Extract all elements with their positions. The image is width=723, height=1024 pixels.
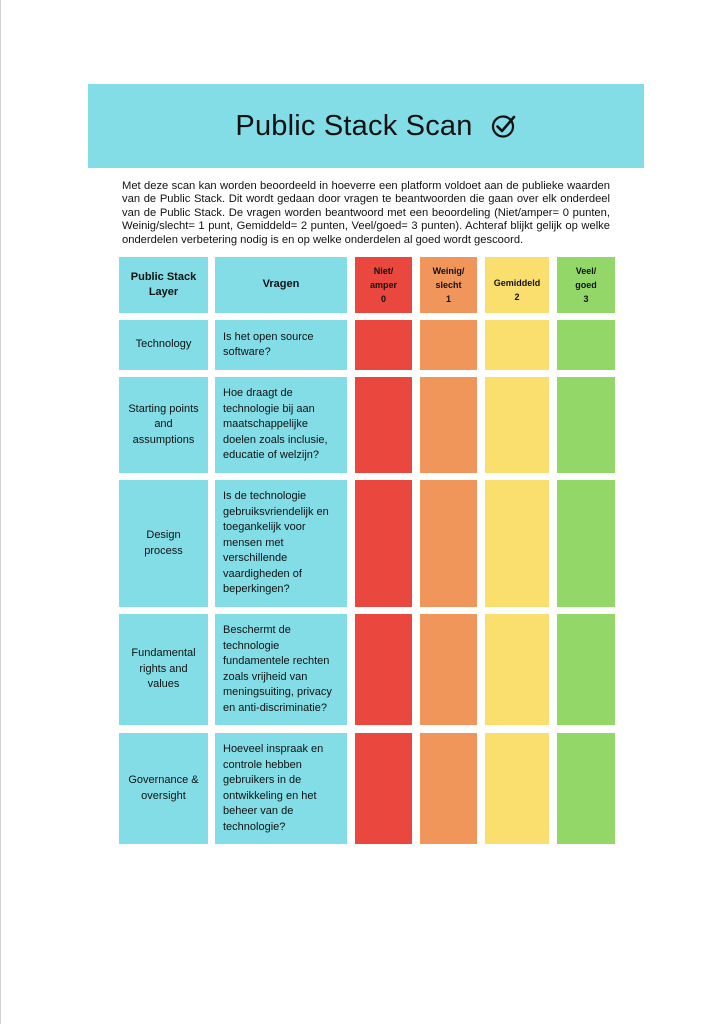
header-score-1 — [420, 257, 477, 313]
header-score-0 — [355, 257, 412, 313]
layer-cell-fundamental-rights: Fundamental rights and values — [119, 614, 208, 725]
header-score-3 — [557, 257, 615, 313]
question-cell: Hoe draagt de technologie bij aan maatschappelijke doelen zoals inclusie, educatie of welzijn? — [215, 377, 347, 473]
layer-cell-governance: Governance & oversight — [119, 733, 208, 844]
score-label-line1: Veel/ — [575, 266, 597, 276]
score-cell-2[interactable] — [485, 614, 549, 725]
score-points: 2 — [514, 292, 520, 302]
score-cell-0[interactable] — [355, 480, 412, 607]
score-cell-1[interactable] — [420, 377, 477, 473]
title-banner — [88, 84, 644, 168]
check-circle-icon — [491, 113, 517, 139]
score-cell-1[interactable] — [420, 320, 477, 370]
score-cell-2[interactable] — [485, 320, 549, 370]
score-cell-2[interactable] — [485, 377, 549, 473]
score-cell-2[interactable] — [485, 480, 549, 607]
score-label-line1: Weinig/ — [432, 266, 465, 276]
question-cell: Hoeveel inspraak en controle hebben gebruikers in de ontwikkeling en het beheer van de technologie? — [215, 733, 347, 844]
question-cell: Is het open source software? — [215, 320, 347, 370]
intro-paragraph: Met deze scan kan worden beoordeeld in hoeverre een platform voldoet aan de publieke waarden van de Public Stack. Dit wordt gedaan door vragen te beantwoorden die gaan over elk onderdeel van de Public Stack. De vragen worden beantwoord met een beoordeling (Niet/amper= 0 punten, Weinig/slecht= 1 punt, Gemiddeld= 2 punten, Veel/goed= 3 punten). Achteraf blijkt gelijk op welke onderdelen verbetering nodig is en op welke onderdelen al goed wordt gescoord. — [122, 180, 610, 246]
layer-cell-starting-points: Starting points and assumptions — [119, 377, 208, 473]
score-cell-0[interactable] — [355, 614, 412, 725]
question-cell: Beschermt de technologie fundamentele rechten zoals vrijheid van meningsuiting, privacy en anti-discriminatie? — [215, 614, 347, 725]
score-cell-1[interactable] — [420, 614, 477, 725]
score-cell-1[interactable] — [420, 733, 477, 844]
header-questions: Vragen — [215, 257, 347, 313]
score-cell-3[interactable] — [557, 614, 615, 725]
score-cell-3[interactable] — [557, 320, 615, 370]
score-points: 1 — [445, 294, 451, 304]
layer-cell-technology: Technology — [119, 320, 208, 370]
score-cell-0[interactable] — [355, 377, 412, 473]
layer-cell-design-process: Design process — [119, 480, 208, 607]
score-cell-0[interactable] — [355, 733, 412, 844]
score-cell-3[interactable] — [557, 733, 615, 844]
score-cell-3[interactable] — [557, 377, 615, 473]
score-label-line2: slecht — [435, 280, 462, 290]
page-title: Public Stack Scan — [235, 109, 473, 142]
header-layer: Public Stack Layer — [119, 257, 208, 313]
score-cell-0[interactable] — [355, 320, 412, 370]
score-cell-2[interactable] — [485, 733, 549, 844]
score-points: 0 — [380, 294, 386, 304]
score-points: 3 — [583, 294, 589, 304]
score-cell-3[interactable] — [557, 480, 615, 607]
score-label-line2: amper — [369, 280, 397, 290]
score-cell-1[interactable] — [420, 480, 477, 607]
header-score-2 — [485, 257, 549, 313]
score-label-line2: goed — [575, 280, 597, 290]
score-label-line1: Niet/ — [373, 266, 394, 276]
score-label-line2: Gemiddeld — [493, 278, 541, 288]
question-cell: Is de technologie gebruiksvriendelijk en toegankelijk voor mensen met verschillende vaardigheden of beperkingen? — [215, 480, 347, 607]
